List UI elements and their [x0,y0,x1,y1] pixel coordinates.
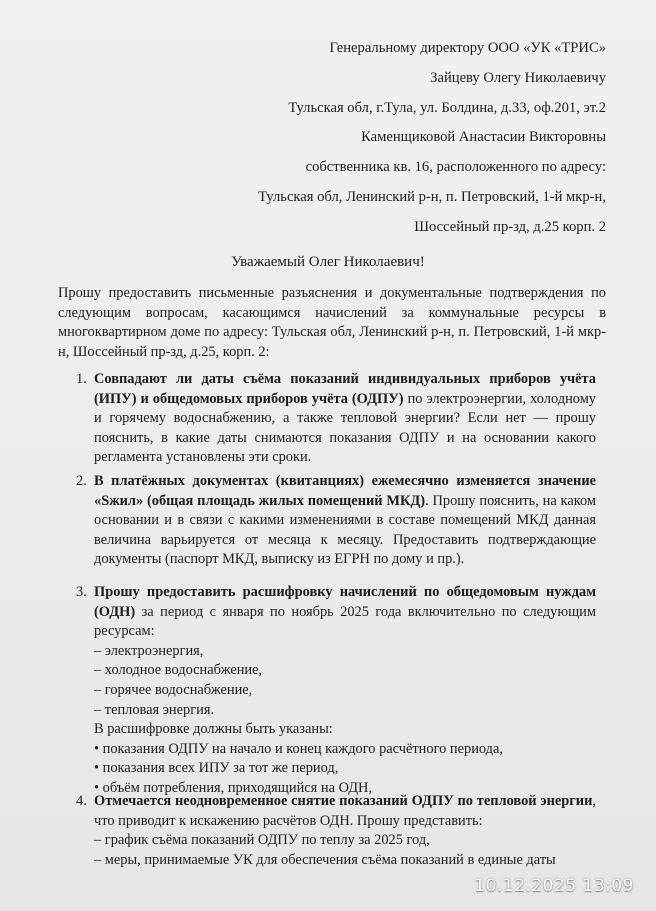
header-line-sender-address-2: Шоссейный пр-зд, д.25 корп. 2 [414,218,606,235]
item-bold-text: Отмечается неодновременное снятие показаний ОДПУ по тепловой энергии [94,793,593,809]
header-line-director: Генеральному директору ООО «УК «ТРИС» [329,40,606,56]
list-item: • показания всех ИПУ за тот же период, [94,760,339,777]
intro-paragraph: Прошу предоставить письменные разъяснения и документальные подтверждения по следующим вопросам, касающимся начислений за коммунальные ресурсы в многоквартирном доме по адресу: Тульская обл, Ленинский р-н, п. Петровский, 1-й мкр-н, Шоссейный пр-зд, д.25, корп. 2: [58,285,606,360]
item-number: 3. [76,584,87,600]
item-text: за период с января по ноябрь 2025 года включительно по следующим ресурсам: [94,603,596,640]
item-text: , что приводит к искажению расчётов ОДН. Прошу представить: [94,793,596,829]
item-bold-text: В платёжных документах (квитанциях) ежемесячно изменяется значение «Sжил» (общая площадь жилых помещений МКД) [94,473,596,509]
item-bold-text: Совпадают ли даты съёма показаний индивидуальных приборов учёта (ИПУ) и общедомовых приборов учёта (ОДПУ) [94,371,596,407]
item-bold-text: Прошу предоставить расшифровку начислений по общедомовым нуждам (ОДН) [94,584,596,620]
list-item: – график съёма показаний ОДПУ по теплу за 2025 год, [94,832,430,849]
header-line-sender-name: Каменщиковой Анастасии Викторовны [361,129,606,146]
resource-list [94,642,596,799]
header-line-sender-address-1: Тульская обл, Ленинский р-н, п. Петровский, 1-й мкр-н, [258,188,606,205]
request-list [94,831,596,870]
header-line-sender-role: собственника кв. 16, расположенного по адресу: [305,159,606,176]
item-text: по электроэнергии, холодному и горячему водоснабжению, а также тепловой энергии? Если нет — прошу пояснить, в какие даты снимаются показания ОДПУ и на основании какого регламента установлены эти сроки. [94,390,597,466]
item-number: 1. [76,371,87,387]
list-item: – горячее водоснабжение, [94,681,253,698]
header-line-company-address: Тульская обл, г.Тула, ул. Болдина, д.33, оф.201, эт.2 [288,99,606,116]
list-item: – тепловая энергия. [94,701,215,718]
list-item: – холодное водоснабжение, [94,662,263,679]
list-item-4 [76,792,596,870]
photo-timestamp: 10.12.2025 13:09 [474,876,634,896]
header-line-director-name: Зайцеву Олегу Николаевичу [430,69,606,86]
list-item: – электроэнергия, [94,642,204,659]
list-item-1 [76,370,596,468]
item-text: . Прошу пояснить, на каком основании и в связи с какими изменениями в составе помещений МКД данная величина варьируется от месяца к месяцу. Предоставить подтверждающие документы (паспорт МКД, выписку из ЕГРН по дому и пр.). [94,492,596,568]
list-item-3 [76,583,596,799]
item-number: 4. [76,793,87,809]
list-item-2 [76,472,596,570]
list-item: • показания ОДПУ на начало и конец каждого расчётного периода, [94,740,503,757]
list-item: – меры, принимаемые УК для обеспечения съёма показаний в единые даты [94,851,556,868]
list-item: • объём потребления, приходящийся на ОДН, [94,779,373,796]
addressee-block [258,38,606,247]
item-number: 2. [76,473,87,489]
salutation: Уважаемый Олег Николаевич! [231,254,425,270]
details-intro: В расшифровке должны быть указаны: [94,721,333,738]
